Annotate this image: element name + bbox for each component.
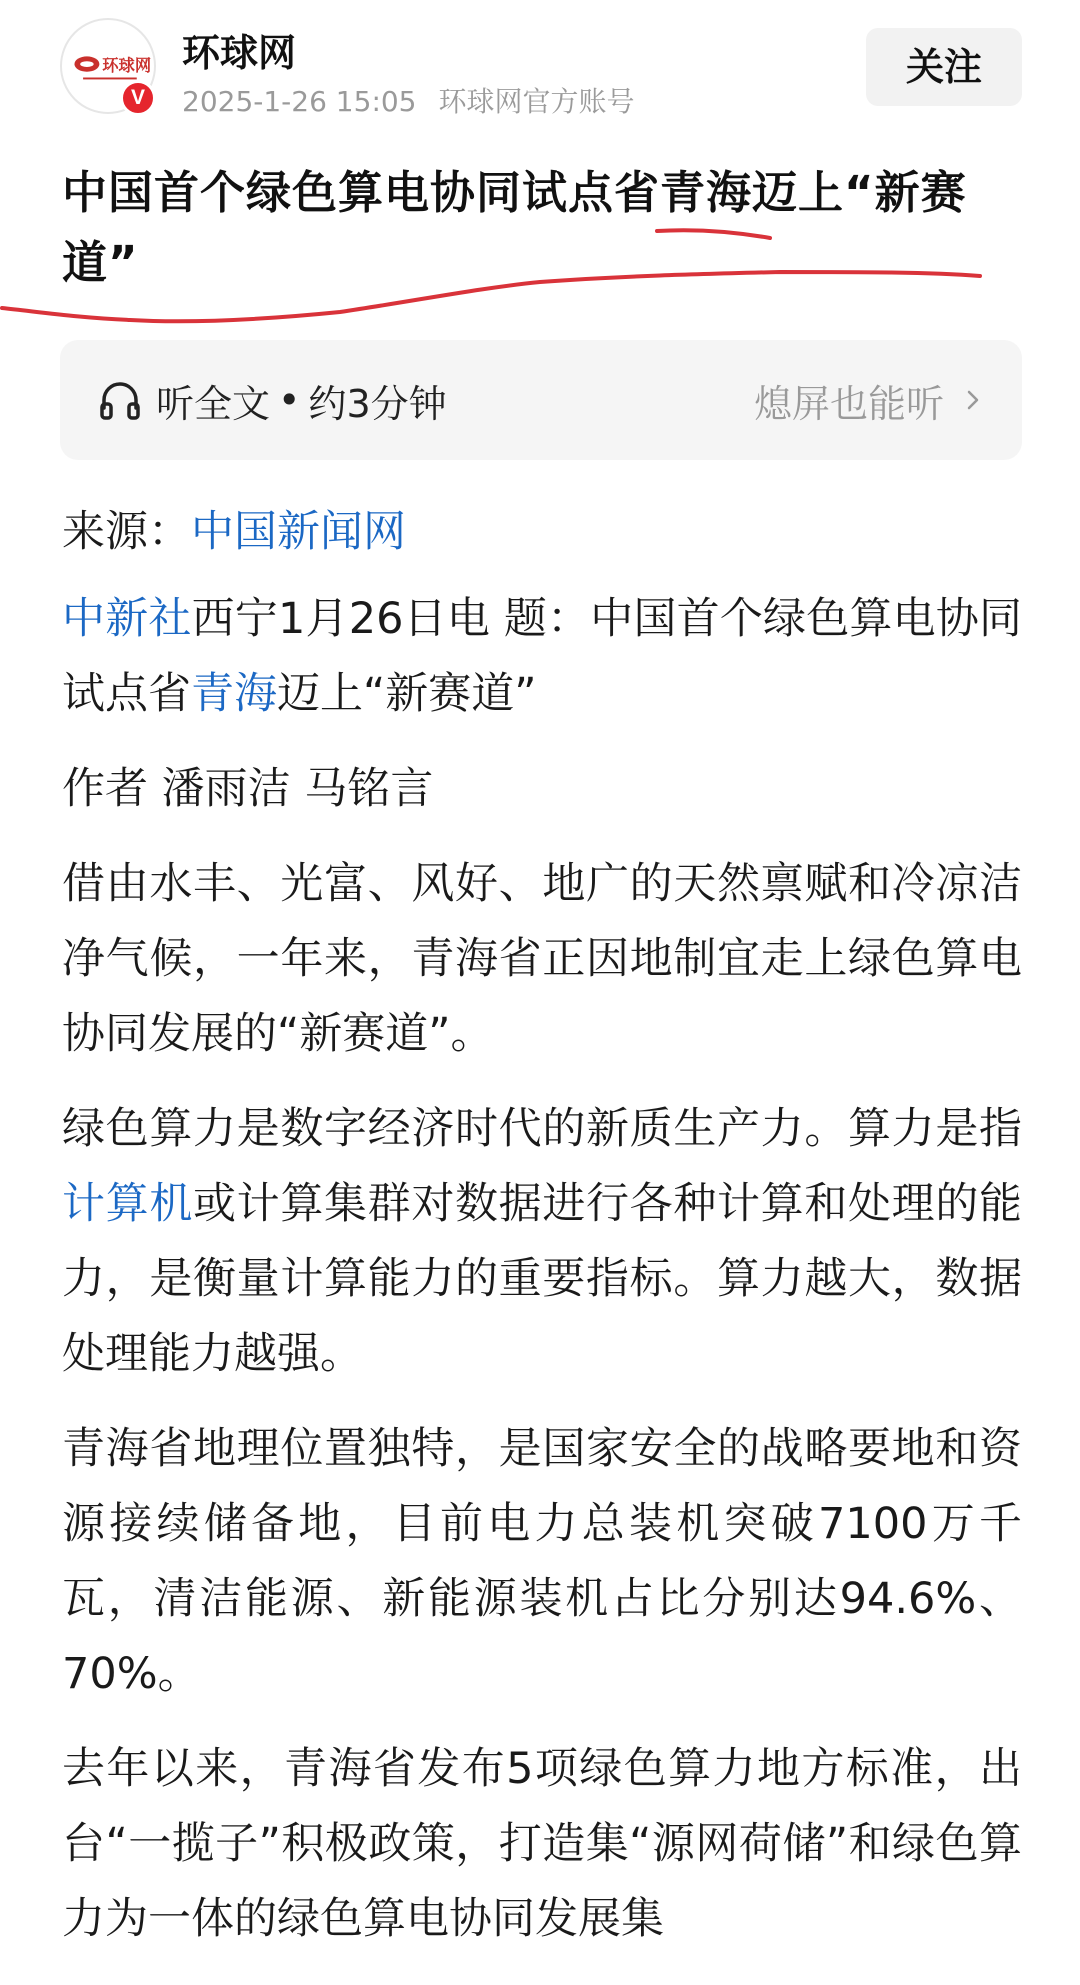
paragraph: 青海省地理位置独特，是国家安全的战略要地和资源接续储备地，目前电力总装机突破7100万千瓦，清洁能源、新能源装机占比分别达94.6%、70%。 [62,1424,1022,1699]
paragraph-dateline [62,582,1022,732]
headphone-icon [98,378,142,422]
paragraph-text: 绿色算力是数字经济时代的新质生产力。算力是指 [62,1104,1022,1154]
account-header [0,0,1080,140]
article-title: 中国首个绿色算电协同试点省青海迈上“新赛道” [62,166,967,289]
computer-link[interactable]: 计算机 [62,1179,193,1229]
agency-link[interactable]: 中新社 [62,594,192,644]
paragraph: 去年以来，青海省发布5项绿色算力地方标准，出台“一揽子”积极政策，打造集“源网荷储”和绿色算力为一体的绿色算电协同发展集 [62,1744,1022,1944]
qinghai-link[interactable]: 青海 [191,669,277,719]
verified-badge: V [120,80,156,116]
listen-full-text-button[interactable] [98,340,447,460]
source-line [62,496,1022,568]
account-meta [182,80,635,120]
background-listen-label: 熄屏也能听 [753,381,944,426]
background-listen-button[interactable] [754,340,986,460]
article-body [62,496,1022,1977]
listen-duration: 约3分钟 [308,381,447,426]
source-link[interactable]: 中国新闻网 [191,507,406,557]
account-subtitle: 环球网官方账号 [438,85,635,118]
listen-full-text-bar[interactable] [60,340,1022,460]
listen-label: 听全文 [156,381,271,426]
publish-date: 2025-1-26 15:05 [182,85,417,118]
dateline-text: 西宁1月26日电 题：中国首个绿色算电协同试点省 [62,594,1023,719]
separator-dot: • [278,378,301,422]
paragraph-text-end: 或计算集群对数据进行各种计算和处理的能力，是衡量计算能力的重要指标。算力越大，数据处理能力越强。 [62,1179,1022,1379]
source-prefix: 来源： [62,507,191,557]
account-name[interactable]: 环球网 [182,31,297,75]
paragraph-authors: 作者 潘雨洁 马铭言 [62,764,434,814]
follow-button[interactable]: 关注 [866,28,1022,106]
paragraph: 借由水丰、光富、风好、地广的天然禀赋和冷凉洁净气候，一年来，青海省正因地制宜走上绿色算电协同发展的“新赛道”。 [62,859,1022,1059]
chevron-right-icon [960,387,986,413]
paragraph-computing [62,1092,1022,1392]
logo-text: 环球网 [102,55,152,75]
dateline-text-end: 迈上“新赛道” [277,669,537,719]
